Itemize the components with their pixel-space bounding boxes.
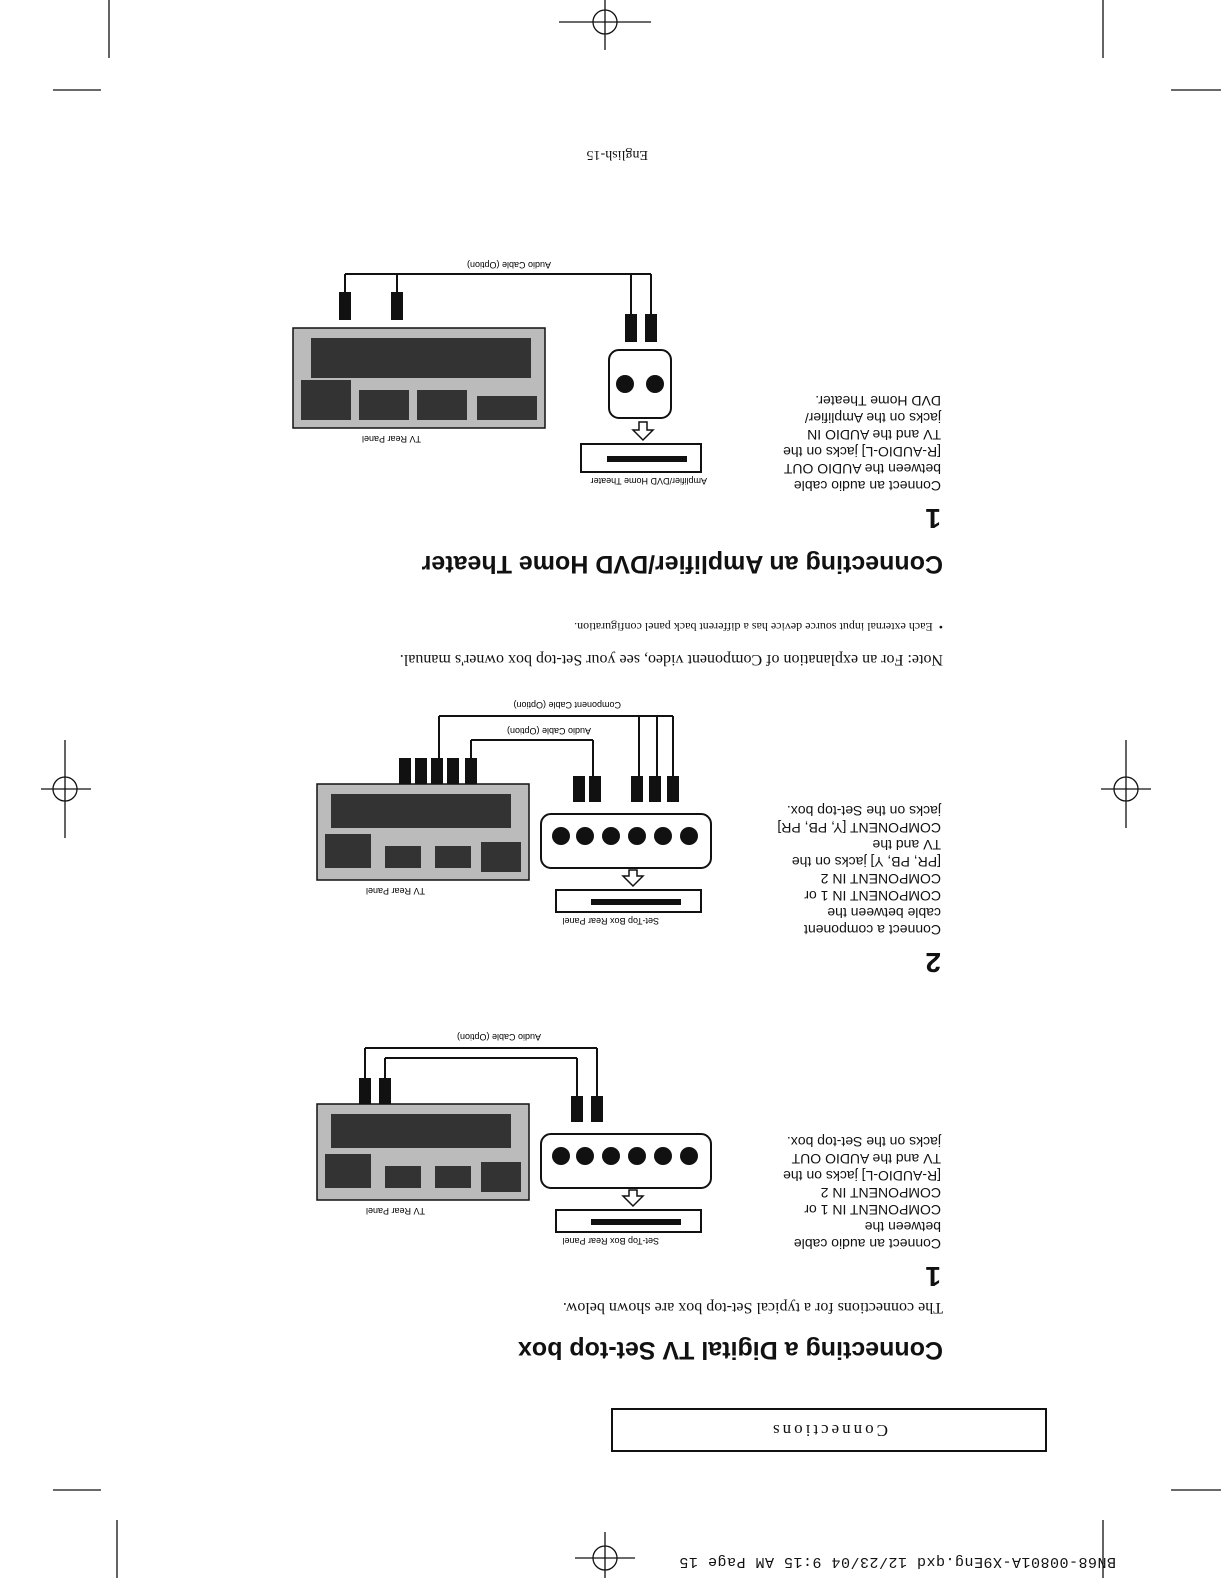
step-line: jacks on the Set-top box.: [786, 1134, 941, 1150]
step-line: [PR, PB, Y] jacks on the: [791, 854, 941, 870]
amp-device-label: Amplifier/DVD Home Theater: [590, 476, 707, 486]
dtv-step2-description: [751, 802, 941, 938]
step-line: between the AUDIO OUT: [783, 461, 941, 477]
step-line: Connect an audio cable: [793, 1236, 941, 1252]
amp-step1-description: [751, 392, 941, 494]
dtv-step2-audio-cable-label: Audio Cable (Option): [506, 726, 591, 736]
amp-tv-label: TV Rear Panel: [361, 434, 421, 444]
step-line: DVD Home Theater.: [815, 393, 941, 409]
dtv-bullet: [574, 619, 943, 634]
dtv-step1-cable-label: Audio Cable (Option): [456, 1032, 541, 1042]
page-footer: English-15: [586, 147, 648, 162]
dtv-step1-number: 1: [925, 1261, 941, 1292]
bullet-text: Each external input source device has a different back panel configuration.: [574, 620, 933, 634]
bullet-icon: •: [932, 620, 943, 634]
dtv-step1-tv-label: TV Rear Panel: [365, 1206, 425, 1216]
step-line: between the: [864, 1219, 941, 1235]
section-label: [611, 1408, 1047, 1452]
dtv-step2-diagram: [261, 698, 721, 928]
dtv-step1-diagram: [261, 1028, 721, 1248]
step-line: COMPONENT [Y, PB, PR]: [777, 820, 941, 836]
step-line: TV and the AUDIO IN: [807, 427, 941, 443]
dtv-step2-device-label: Set-Top Box Rear Panel: [562, 916, 659, 926]
amplifier-title: Connecting an Amplifier/DVD Home Theater: [421, 550, 943, 578]
step-line: [R-AUDIO-L] jacks on the: [783, 444, 941, 460]
dtv-step2-number: 2: [925, 947, 941, 978]
step-line: TV and the: [872, 837, 941, 853]
dtv-step1-device-label: Set-Top Box Rear Panel: [562, 1236, 659, 1246]
step-line: COMPONENT IN 1 or: [804, 1202, 941, 1218]
file-info-header: BN68-00801A-X9Eng.qxd 12/23/04 9:15 AM Page 15: [678, 1553, 1116, 1570]
dtv-step1-description: [751, 1133, 941, 1252]
digital-tv-intro: The connections for a typical Set-top box are shown below.: [562, 1299, 943, 1316]
dtv-note: Note: For an explanation of Component video, see your Set-top box owner's manual.: [399, 651, 943, 668]
amp-cable-label: Audio Cable (Option): [466, 260, 551, 270]
section-label-text: Connections: [770, 1421, 888, 1440]
step-line: COMPONENT IN 2: [820, 871, 941, 887]
dtv-step2-tv-label: TV Rear Panel: [365, 886, 425, 896]
step-line: cable between the: [827, 905, 941, 921]
step-line: jacks on the Set-top box.: [786, 803, 941, 819]
digital-tv-title: Connecting a Digital TV Set-top box: [518, 1336, 943, 1364]
step-line: [R-AUDIO-L] jacks on the: [783, 1168, 941, 1184]
step-line: Connect a component: [804, 922, 941, 938]
step-line: TV and the AUDIO OUT: [791, 1151, 941, 1167]
step-line: Connect an audio cable: [793, 478, 941, 494]
dtv-step2-component-cable-label: Component Cable (Option): [513, 700, 621, 710]
step-line: COMPONENT IN 1 or: [804, 888, 941, 904]
amp-step1-number: 1: [925, 503, 941, 534]
step-line: jacks on the Amplifier/: [804, 410, 941, 426]
amp-step1-diagram: [261, 258, 721, 488]
step-line: COMPONENT IN 2: [820, 1185, 941, 1201]
